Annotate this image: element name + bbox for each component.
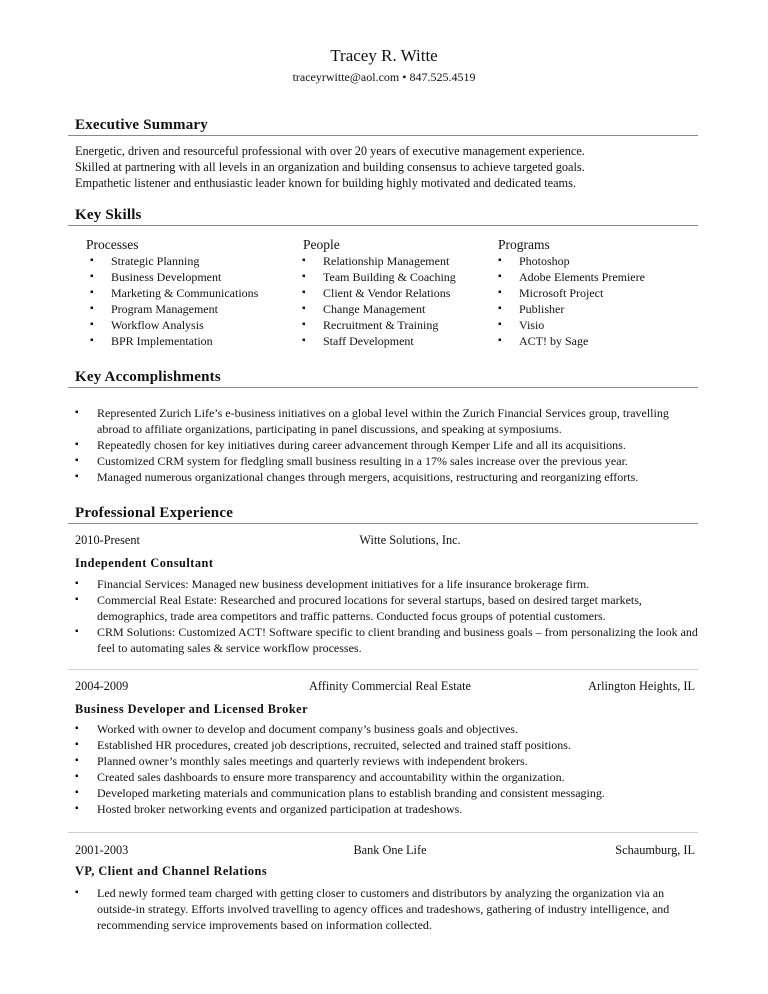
list-item: ▪ CRM Solutions: Customized ACT! Software specific to client branding and business goals – from personalizing the look and feel to automating sales & service workflow processes. bbox=[75, 624, 700, 656]
job-divider bbox=[68, 832, 698, 833]
skill-item: ▪ Business Development bbox=[88, 269, 258, 285]
skill-item: ▪ Microsoft Project bbox=[496, 285, 645, 301]
executive-summary-text bbox=[75, 143, 695, 191]
list-item: ▪ Represented Zurich Life’s e-business initiatives on a global level within the Zurich Financial Services group, travelling abroad to affiliate organizations, participating in panel discussions, and speaking at symposiums. bbox=[75, 405, 700, 437]
job-role: Independent Consultant bbox=[75, 556, 214, 570]
list-item: ▪ Established HR procedures, created job descriptions, recruited, selected and trained staff positions. bbox=[75, 737, 700, 753]
list-item: ▪ Developed marketing materials and communication plans to establish branding and consistent messaging. bbox=[75, 785, 700, 801]
list-item: ▪ Commercial Real Estate: Researched and procured locations for several startups, based on desired target markets, demographics, trade area competitors and traffic patterns. Conducted focus groups of potential customers. bbox=[75, 592, 700, 624]
list-item: ▪ Planned owner’s monthly sales meetings and quarterly reviews with independent brokers. bbox=[75, 753, 700, 769]
job-divider bbox=[68, 669, 698, 670]
list-item: ▪ Hosted broker networking events and organized participation at tradeshows. bbox=[75, 801, 700, 817]
phone: 847.525.4519 bbox=[409, 70, 476, 84]
separator-bullet: • bbox=[402, 70, 407, 84]
job-company: Witte Solutions, Inc. bbox=[359, 533, 461, 547]
job-header-row bbox=[75, 533, 695, 549]
job-location: Schaumburg, IL bbox=[615, 843, 695, 857]
skill-item: ▪ Staff Development bbox=[300, 333, 456, 349]
job-years: 2001-2003 bbox=[75, 843, 129, 857]
skills-column-programs bbox=[498, 236, 645, 349]
applicant-name: Tracey R. Witte bbox=[330, 46, 438, 65]
skill-item: ▪ Relationship Management bbox=[300, 253, 456, 269]
skill-item: ▪ Publisher bbox=[496, 301, 645, 317]
job-duties-list bbox=[75, 721, 700, 817]
section-divider bbox=[68, 135, 698, 136]
job-location: Arlington Heights, IL bbox=[588, 679, 695, 693]
skill-item: ▪ Team Building & Coaching bbox=[300, 269, 456, 285]
executive-summary-heading: Executive Summary bbox=[75, 117, 208, 133]
skills-column-heading: Programs bbox=[498, 237, 550, 252]
job-company: Affinity Commercial Real Estate bbox=[309, 679, 471, 693]
list-item: ▪ Financial Services: Managed new business development initiatives for a life insurance brokerage firm. bbox=[75, 576, 700, 592]
skill-item: ▪ ACT! by Sage bbox=[496, 333, 645, 349]
section-divider bbox=[68, 523, 698, 524]
skill-item: ▪ Client & Vendor Relations bbox=[300, 285, 456, 301]
list-item: ▪ Worked with owner to develop and document company’s business goals and objectives. bbox=[75, 721, 700, 737]
section-divider bbox=[68, 225, 698, 226]
contact-line bbox=[0, 70, 768, 85]
skill-item: ▪ Program Management bbox=[88, 301, 258, 317]
summary-line: Skilled at partnering with all levels in an organization and building consensus to achieve targeted goals. bbox=[75, 160, 585, 174]
professional-experience-heading: Professional Experience bbox=[75, 505, 234, 521]
job-years: 2010-Present bbox=[75, 533, 140, 547]
skills-column-people bbox=[303, 236, 456, 349]
skill-item: ▪ Workflow Analysis bbox=[88, 317, 258, 333]
job-role: Business Developer and Licensed Broker bbox=[75, 702, 309, 716]
job-years: 2004-2009 bbox=[75, 679, 129, 693]
key-skills-heading: Key Skills bbox=[75, 207, 142, 223]
skill-item: ▪ Marketing & Communications bbox=[88, 285, 258, 301]
list-item: ▪ Customized CRM system for fledgling small business resulting in a 17% sales increase over the previous year. bbox=[75, 453, 700, 469]
skill-item: ▪ Visio bbox=[496, 317, 645, 333]
list-item: ▪ Led newly formed team charged with getting closer to customers and distributors by analyzing the organization via an outside-in strategy. Efforts involved travelling to agency offices and tradeshows, gathering of industry intelligence, and recommending service improvements based on information collected. bbox=[75, 885, 683, 933]
accomplishments-list bbox=[75, 405, 700, 485]
job-duties-list bbox=[75, 576, 700, 656]
skills-column-processes bbox=[86, 236, 258, 349]
section-divider bbox=[68, 387, 698, 388]
skill-item: ▪ Recruitment & Training bbox=[300, 317, 456, 333]
job-header-row bbox=[75, 679, 695, 695]
skill-item: ▪ Change Management bbox=[300, 301, 456, 317]
email: traceyrwitte@aol.com bbox=[292, 70, 400, 84]
job-company: Bank One Life bbox=[353, 843, 427, 857]
skill-item: ▪ Strategic Planning bbox=[88, 253, 258, 269]
job-role: VP, Client and Channel Relations bbox=[75, 864, 268, 878]
summary-line: Empathetic listener and enthusiastic leader known for building highly motivated and dedicated teams. bbox=[75, 176, 576, 190]
job-duties-list bbox=[75, 885, 683, 933]
skills-column-heading: Processes bbox=[86, 237, 139, 252]
list-item: ▪ Managed numerous organizational changes through mergers, acquisitions, restructuring and reorganizing efforts. bbox=[75, 469, 700, 485]
skill-item: ▪ BPR Implementation bbox=[88, 333, 258, 349]
summary-line: Energetic, driven and resourceful professional with over 20 years of executive management experience. bbox=[75, 144, 585, 158]
job-header-row bbox=[75, 843, 695, 859]
list-item: ▪ Created sales dashboards to ensure more transparency and accountability within the organization. bbox=[75, 769, 700, 785]
skills-column-heading: People bbox=[303, 237, 340, 252]
key-accomplishments-heading: Key Accomplishments bbox=[75, 369, 221, 385]
list-item: ▪ Repeatedly chosen for key initiatives during career advancement through Kemper Life and all its acquisitions. bbox=[75, 437, 700, 453]
skill-item: ▪ Photoshop bbox=[496, 253, 645, 269]
skill-item: ▪ Adobe Elements Premiere bbox=[496, 269, 645, 285]
